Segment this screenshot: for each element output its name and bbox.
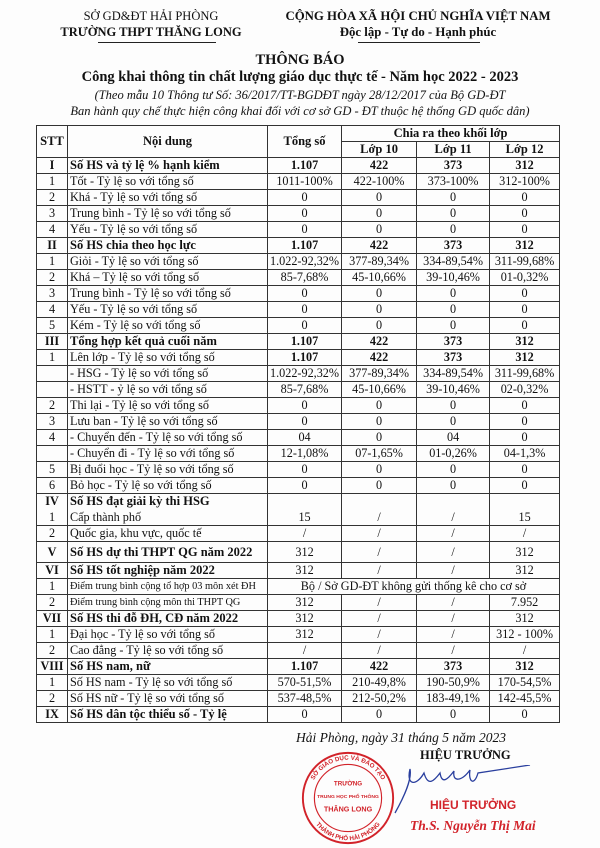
- row-stt: 2: [37, 526, 68, 542]
- row-stt: I: [37, 158, 68, 174]
- divider: [358, 42, 480, 43]
- stamp-line-2: TRUNG HỌC PHỔ THÔNG: [317, 794, 379, 800]
- cell-total: 85-7,68%: [268, 382, 342, 398]
- cell-g11: 373: [417, 659, 490, 675]
- cell-g12: 0: [490, 398, 560, 414]
- cell-total: 0: [268, 222, 342, 238]
- table-row: [37, 174, 560, 190]
- cell-g11: /: [417, 510, 490, 526]
- cell-g12: 312 - 100%: [490, 627, 560, 643]
- cell-total: 0: [268, 286, 342, 302]
- cell-g12: 0: [490, 478, 560, 494]
- cell-g12: 312: [490, 158, 560, 174]
- cell-total: 312: [268, 627, 342, 643]
- divider: [98, 42, 216, 43]
- national-header: [258, 8, 578, 40]
- cell-g12: 15: [490, 510, 560, 526]
- row-stt: VI: [37, 563, 68, 579]
- cell-g12: 312: [490, 542, 560, 563]
- row-stt: 3: [37, 414, 68, 430]
- row-content: Số HS chia theo học lực: [68, 238, 268, 254]
- table-row: [37, 350, 560, 366]
- table-row: [37, 595, 560, 611]
- row-stt: III: [37, 334, 68, 350]
- cell-g10: 0: [342, 414, 417, 430]
- row-content: Yếu - Tỷ lệ so với tổng số: [68, 222, 268, 238]
- header-group: Chia ra theo khối lớp: [342, 126, 560, 142]
- table-row: [37, 526, 560, 542]
- cell-g10: /: [342, 526, 417, 542]
- table-row: [37, 398, 560, 414]
- cell-g12: [490, 494, 560, 510]
- row-stt: [37, 446, 68, 462]
- table-row: [37, 579, 560, 595]
- row-stt: 1: [37, 675, 68, 691]
- cell-g10: 422: [342, 334, 417, 350]
- row-content: Yếu - Tỷ lệ so với tổng số: [68, 302, 268, 318]
- row-content: Số HS đạt giải kỳ thi HSG: [68, 494, 268, 510]
- cell-g11: 0: [417, 707, 490, 723]
- cell-g12: 0: [490, 206, 560, 222]
- cell-g11: 01-0,26%: [417, 446, 490, 462]
- cell-total: 1.107: [268, 238, 342, 254]
- row-content: Số HS nữ - Tỷ lệ so với tổng số: [68, 691, 268, 707]
- cell-g11: /: [417, 595, 490, 611]
- signing-date: Hải Phòng, ngày 31 tháng 5 năm 2023: [296, 730, 506, 745]
- cell-g12: 0: [490, 302, 560, 318]
- cell-total: 0: [268, 478, 342, 494]
- document-title: THÔNG BÁO: [255, 52, 345, 68]
- section-row: [37, 563, 560, 579]
- cell-g10: 422: [342, 238, 417, 254]
- legal-note-1: (Theo mẫu 10 Thông tư Số: 36/2017/TT-BGDĐT ngày 28/12/2017 của Bộ GD-ĐT: [94, 88, 506, 102]
- row-stt: 2: [37, 643, 68, 659]
- row-content: Trung bình - Tỷ lệ so với tổng số: [68, 206, 268, 222]
- row-content: Lên lớp - Tỷ lệ so với tổng số: [68, 350, 268, 366]
- cell-g11: 373-100%: [417, 174, 490, 190]
- cell-g10: 0: [342, 206, 417, 222]
- cell-total: 1.022-92,32%: [268, 366, 342, 382]
- row-stt: VIII: [37, 659, 68, 675]
- row-stt: 1: [37, 350, 68, 366]
- cell-total: 0: [268, 302, 342, 318]
- row-stt: [37, 366, 68, 382]
- cell-g11: 0: [417, 302, 490, 318]
- table-row: [37, 510, 560, 526]
- table-row: [37, 318, 560, 334]
- cell-g11: 373: [417, 238, 490, 254]
- cell-g10: /: [342, 542, 417, 563]
- cell-total: 570-51,5%: [268, 675, 342, 691]
- cell-total: 312: [268, 563, 342, 579]
- cell-g11: 190-50,9%: [417, 675, 490, 691]
- row-content: Đại học - Tỷ lệ so với tổng số: [68, 627, 268, 643]
- cell-g12: 312: [490, 611, 560, 627]
- cell-g12: 311-99,68%: [490, 254, 560, 270]
- row-stt: 1: [37, 627, 68, 643]
- row-stt: 2: [37, 595, 68, 611]
- row-merged-note: Bộ / Sở GD-ĐT không gửi thống kê cho cơ sở: [268, 579, 560, 595]
- row-content: Số HS tốt nghiệp năm 2022: [68, 563, 268, 579]
- cell-g12: 04-1,3%: [490, 446, 560, 462]
- cell-g12: 312: [490, 238, 560, 254]
- cell-g10: 0: [342, 302, 417, 318]
- cell-g10: 0: [342, 286, 417, 302]
- cell-g11: 0: [417, 462, 490, 478]
- cell-g10: 0: [342, 318, 417, 334]
- table-row: [37, 382, 560, 398]
- cell-g11: [417, 494, 490, 510]
- cell-total: 0: [268, 707, 342, 723]
- cell-g11: 334-89,54%: [417, 254, 490, 270]
- row-stt: V: [37, 542, 68, 563]
- cell-total: 537-48,5%: [268, 691, 342, 707]
- row-stt: IV: [37, 494, 68, 510]
- cell-g11: /: [417, 611, 490, 627]
- cell-total: 1.107: [268, 350, 342, 366]
- cell-g10: 212-50,2%: [342, 691, 417, 707]
- country-name: CỘNG HÒA XÃ HỘI CHỦ NGHĨA VIỆT NAM: [285, 9, 551, 23]
- table-row: [37, 643, 560, 659]
- cell-g11: /: [417, 542, 490, 563]
- cell-g11: 0: [417, 414, 490, 430]
- cell-g12: 142-45,5%: [490, 691, 560, 707]
- table-row: [37, 414, 560, 430]
- legal-note-2: Ban hành quy chế thực hiện công khai đối với cơ sở GD - ĐT thuộc hệ thống GD quốc dân): [70, 104, 530, 118]
- cell-total: 312: [268, 542, 342, 563]
- official-stamp: [300, 750, 396, 846]
- table-body: [37, 158, 560, 723]
- row-stt: 5: [37, 318, 68, 334]
- cell-total: 0: [268, 462, 342, 478]
- stamp-line-1: TRƯỜNG: [333, 780, 363, 788]
- section-row: [37, 334, 560, 350]
- section-row: [37, 158, 560, 174]
- cell-g10: 0: [342, 222, 417, 238]
- cell-g11: 39-10,46%: [417, 270, 490, 286]
- cell-g11: 0: [417, 222, 490, 238]
- row-stt: 4: [37, 302, 68, 318]
- row-content: Bỏ học - Tỷ lệ so với tổng số: [68, 478, 268, 494]
- stamp-arc-top: SỞ GIÁO DỤC VÀ ĐÀO TẠO: [309, 754, 387, 782]
- row-stt: IX: [37, 707, 68, 723]
- header-grade-12: Lớp 12: [490, 142, 560, 158]
- signer-title: HIỆU TRƯỞNG: [420, 748, 511, 762]
- cell-g12: 0: [490, 707, 560, 723]
- cell-total: /: [268, 643, 342, 659]
- row-content: Tốt - Tỷ lệ so với tổng số: [68, 174, 268, 190]
- cell-total: 0: [268, 398, 342, 414]
- cell-g10: [342, 494, 417, 510]
- cell-g11: /: [417, 526, 490, 542]
- cell-total: 12-1,08%: [268, 446, 342, 462]
- table-row: [37, 302, 560, 318]
- cell-total: 312: [268, 595, 342, 611]
- cell-g12: 312: [490, 659, 560, 675]
- row-content: Khá – Tỷ lệ so với tổng số: [68, 270, 268, 286]
- cell-total: 1011-100%: [268, 174, 342, 190]
- row-stt: 6: [37, 478, 68, 494]
- cell-g10: 07-1,65%: [342, 446, 417, 462]
- cell-g10: 422: [342, 158, 417, 174]
- row-stt: 1: [37, 510, 68, 526]
- table-row: [37, 446, 560, 462]
- row-stt: 4: [37, 222, 68, 238]
- row-stt: [37, 382, 68, 398]
- cell-g11: /: [417, 627, 490, 643]
- row-stt: 1: [37, 174, 68, 190]
- row-content: Cấp thành phố: [68, 510, 268, 526]
- cell-total: 85-7,68%: [268, 270, 342, 286]
- cell-g11: /: [417, 563, 490, 579]
- cell-total: 312: [268, 611, 342, 627]
- table-row: [37, 627, 560, 643]
- table-row: [37, 270, 560, 286]
- education-quality-table: [36, 125, 560, 723]
- cell-g12: 0: [490, 462, 560, 478]
- section-row: [37, 611, 560, 627]
- row-content: Giỏi - Tỷ lệ so với tổng số: [68, 254, 268, 270]
- cell-g12: 312-100%: [490, 174, 560, 190]
- cell-g12: 0: [490, 430, 560, 446]
- cell-g11: 0: [417, 206, 490, 222]
- cell-g11: 373: [417, 158, 490, 174]
- row-content: - HSG - Tỷ lệ so với tổng số: [68, 366, 268, 382]
- row-content: Kém - Tỷ lệ so với tổng số: [68, 318, 268, 334]
- section-row: [37, 542, 560, 563]
- row-content: Số HS nam, nữ: [68, 659, 268, 675]
- row-content: Thi lại - Tỷ lệ so với tổng số: [68, 398, 268, 414]
- cell-g12: 312: [490, 563, 560, 579]
- cell-total: 0: [268, 206, 342, 222]
- signer-name: Th.S. Nguyễn Thị Mai: [410, 818, 536, 833]
- cell-g12: 312: [490, 350, 560, 366]
- row-content: Khá - Tỷ lệ so với tổng số: [68, 190, 268, 206]
- cell-total: 1.022-92,32%: [268, 254, 342, 270]
- cell-g12: /: [490, 526, 560, 542]
- row-stt: 3: [37, 206, 68, 222]
- table-row: [37, 190, 560, 206]
- cell-total: 0: [268, 318, 342, 334]
- row-content: Trung bình - Tỷ lệ so với tổng số: [68, 286, 268, 302]
- cell-total: 15: [268, 510, 342, 526]
- section-row: [37, 707, 560, 723]
- school-name: TRƯỜNG THPT THĂNG LONG: [60, 25, 242, 39]
- cell-g10: 377-89,34%: [342, 366, 417, 382]
- header-grade-10: Lớp 10: [342, 142, 417, 158]
- row-content: Số HS dân tộc thiểu số - Tỷ lệ: [68, 707, 268, 723]
- issuer-block: [36, 8, 266, 40]
- table-row: [37, 675, 560, 691]
- cell-g12: /: [490, 643, 560, 659]
- cell-g10: 422: [342, 350, 417, 366]
- row-content: Số HS thi đỗ ĐH, CĐ năm 2022: [68, 611, 268, 627]
- cell-g10: /: [342, 643, 417, 659]
- cell-g12: 7.952: [490, 595, 560, 611]
- row-stt: 2: [37, 270, 68, 286]
- cell-g10: 0: [342, 398, 417, 414]
- cell-g12: 0: [490, 222, 560, 238]
- motto: Độc lập - Tự do - Hạnh phúc: [339, 25, 497, 39]
- cell-g10: 0: [342, 462, 417, 478]
- cell-g12: 02-0,32%: [490, 382, 560, 398]
- cell-g11: 39-10,46%: [417, 382, 490, 398]
- cell-g11: 0: [417, 190, 490, 206]
- cell-g10: /: [342, 563, 417, 579]
- cell-g10: 45-10,66%: [342, 270, 417, 286]
- row-content: Bị đuổi học - Tỷ lệ so với tổng số: [68, 462, 268, 478]
- row-stt: 1: [37, 254, 68, 270]
- cell-g10: 0: [342, 707, 417, 723]
- document-subtitle: Công khai thông tin chất lượng giáo dục thực tế - Năm học 2022 - 2023: [81, 69, 519, 85]
- row-content: Số HS nam - Tỷ lệ so với tổng số: [68, 675, 268, 691]
- table-row: [37, 366, 560, 382]
- cell-g12: 0: [490, 318, 560, 334]
- cell-g12: 0: [490, 286, 560, 302]
- cell-g11: 334-89,54%: [417, 366, 490, 382]
- section-row: [37, 238, 560, 254]
- row-stt: 3: [37, 286, 68, 302]
- cell-g10: 210-49,8%: [342, 675, 417, 691]
- cell-g12: 01-0,32%: [490, 270, 560, 286]
- cell-g11: 04: [417, 430, 490, 446]
- table-row: [37, 462, 560, 478]
- row-stt: VII: [37, 611, 68, 627]
- header-grade-11: Lớp 11: [417, 142, 490, 158]
- row-content: - Chuyển đi - Tỷ lệ so với tổng số: [68, 446, 268, 462]
- row-content: Điểm trung bình cộng tổ hợp 03 môn xét ĐH: [68, 579, 268, 595]
- cell-total: 04: [268, 430, 342, 446]
- cell-g11: /: [417, 643, 490, 659]
- row-content: Tổng hợp kết quả cuối năm: [68, 334, 268, 350]
- cell-total: /: [268, 526, 342, 542]
- department-name: SỞ GD&ĐT HẢI PHÒNG: [83, 9, 219, 23]
- section-row: [37, 494, 560, 510]
- cell-g10: /: [342, 611, 417, 627]
- row-content: Lưu ban - Tỷ lệ so với tổng số: [68, 414, 268, 430]
- cell-g12: 312: [490, 334, 560, 350]
- section-row: [37, 659, 560, 675]
- row-stt: 2: [37, 190, 68, 206]
- row-content: Số HS và tỷ lệ % hạnh kiểm: [68, 158, 268, 174]
- cell-g10: 377-89,34%: [342, 254, 417, 270]
- table-row: [37, 478, 560, 494]
- row-stt: 2: [37, 691, 68, 707]
- table-row: [37, 254, 560, 270]
- stamp-arc-bottom: THÀNH PHỐ HẢI PHÒNG: [314, 821, 382, 843]
- cell-g10: /: [342, 595, 417, 611]
- table-row: [37, 430, 560, 446]
- cell-g11: 0: [417, 318, 490, 334]
- cell-total: 1.107: [268, 158, 342, 174]
- cell-g11: 373: [417, 334, 490, 350]
- cell-g10: /: [342, 627, 417, 643]
- cell-g11: 373: [417, 350, 490, 366]
- row-content: Cao đẳng - Tỷ lệ so với tổng số: [68, 643, 268, 659]
- cell-g12: 311-99,68%: [490, 366, 560, 382]
- cell-g11: 0: [417, 398, 490, 414]
- stamp-signer-title: HIỆU TRƯỞNG: [430, 798, 517, 812]
- row-content: - HSTT - ỷ lệ so với tổng số: [68, 382, 268, 398]
- cell-g10: /: [342, 510, 417, 526]
- row-stt: 4: [37, 430, 68, 446]
- row-stt: II: [37, 238, 68, 254]
- table-row: [37, 286, 560, 302]
- cell-total: 0: [268, 414, 342, 430]
- cell-g12: 170-54,5%: [490, 675, 560, 691]
- cell-g10: 0: [342, 478, 417, 494]
- cell-g12: 0: [490, 190, 560, 206]
- row-content: Điểm trung bình cộng môn thi THPT QG: [68, 595, 268, 611]
- stamp-line-3: THĂNG LONG: [323, 804, 373, 814]
- cell-g10: 0: [342, 430, 417, 446]
- header-content: Nội dung: [68, 126, 268, 158]
- row-stt: 1: [37, 579, 68, 595]
- header-total: Tổng số: [268, 126, 342, 158]
- table-row: [37, 206, 560, 222]
- cell-g11: 0: [417, 478, 490, 494]
- header-stt: STT: [37, 126, 68, 158]
- cell-g11: 0: [417, 286, 490, 302]
- cell-g10: 422: [342, 659, 417, 675]
- cell-total: 0: [268, 190, 342, 206]
- row-stt: 5: [37, 462, 68, 478]
- table-row: [37, 691, 560, 707]
- table-row: [37, 222, 560, 238]
- row-content: Quốc gia, khu vực, quốc tế: [68, 526, 268, 542]
- cell-g10: 45-10,66%: [342, 382, 417, 398]
- cell-g11: 183-49,1%: [417, 691, 490, 707]
- cell-g12: 0: [490, 414, 560, 430]
- row-content: Số HS dự thi THPT QG năm 2022: [68, 542, 268, 563]
- cell-total: 1.107: [268, 334, 342, 350]
- cell-g10: 422-100%: [342, 174, 417, 190]
- row-stt: 2: [37, 398, 68, 414]
- row-content: - Chuyển đến - Tỷ lệ so với tổng số: [68, 430, 268, 446]
- cell-total: [268, 494, 342, 510]
- cell-total: 1.107: [268, 659, 342, 675]
- cell-g10: 0: [342, 190, 417, 206]
